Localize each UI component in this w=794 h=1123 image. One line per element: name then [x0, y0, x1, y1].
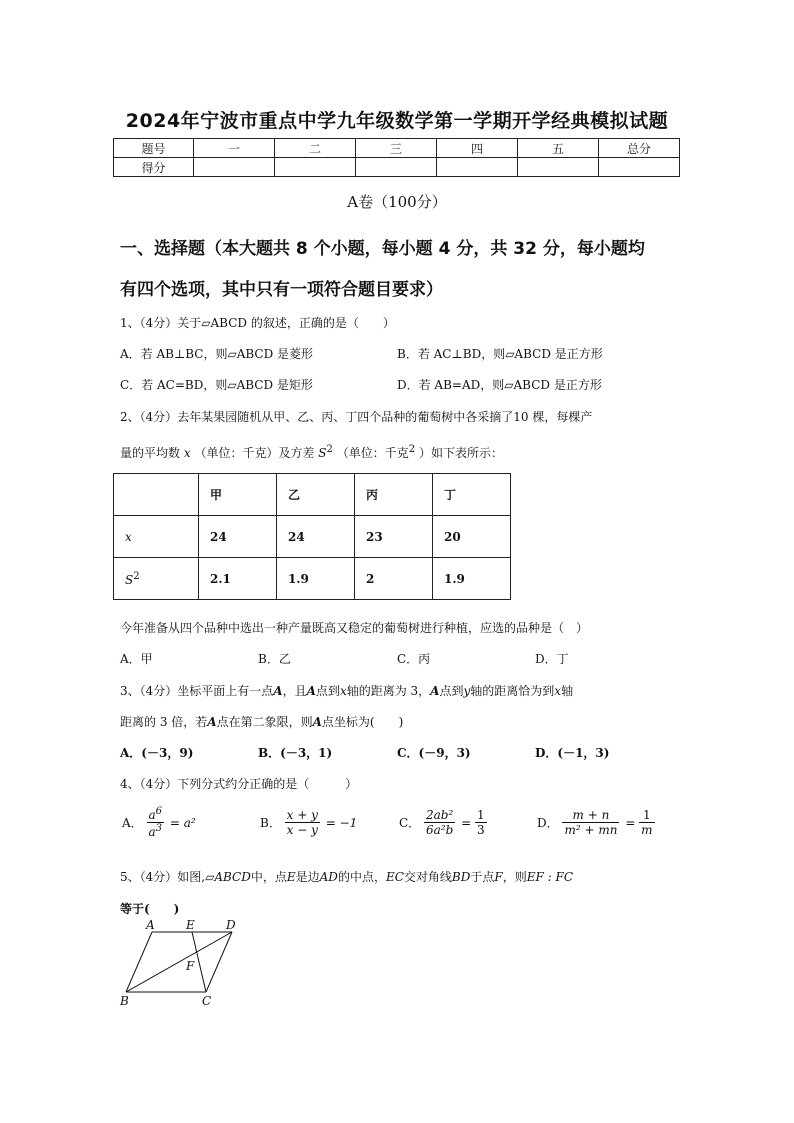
q4-option-d[interactable]: D． $\frac{m + n}{\text{m² + mn}}$ = $\frac{1}{m}$	[537, 808, 653, 837]
q2-text: （单位：千克	[336, 446, 409, 460]
math-symbol-s: S	[318, 446, 327, 460]
score-header-cell: 四	[437, 139, 518, 158]
grape-table-cell: 1.9	[433, 558, 511, 600]
section-a-title: A卷（100分）	[347, 193, 447, 211]
math-point-a: A	[430, 684, 440, 698]
option-label: C．	[399, 816, 421, 830]
option-label: A．	[122, 816, 143, 830]
superscript: 2	[133, 570, 140, 582]
fraction-b: $\frac{x + y}{x - y}$	[286, 808, 318, 837]
q3-text: 点坐标为( )	[321, 715, 404, 729]
q5-text: 5、（4分）如图,	[120, 870, 206, 884]
q3-option-b[interactable]: B．(－3，1)	[258, 746, 333, 760]
q3-option-c[interactable]: C．(－9，3)	[397, 746, 471, 760]
q5-text: 于点	[470, 870, 495, 884]
q1-option-a[interactable]: A．若 AB⊥BC，则▱ABCD 是菱形	[120, 347, 314, 361]
q3-text: 轴的距离为 3，	[346, 684, 431, 698]
q4-option-c[interactable]: C． $\frac{\text{2ab²}}{\text{6a²b}}$ = $\frac{1}{3}$	[399, 808, 485, 837]
q1-option-b[interactable]: B．若 AC⊥BD，则▱ABCD 是正方形	[397, 347, 603, 361]
q2-followup: 今年准备从四个品种中选出一种产量既高又稳定的葡萄树进行种植，应选的品种是（ ）	[120, 621, 589, 635]
math-point-a: A	[312, 715, 322, 729]
segment-dc	[206, 932, 232, 992]
math-point-a: A	[273, 684, 283, 698]
fraction-c: $\frac{\text{2ab²}}{\text{6a²b}}$	[426, 808, 454, 837]
parallelogram-figure	[114, 918, 254, 1010]
q5-text: ，则	[502, 870, 527, 884]
q5-text: 中，点	[250, 870, 287, 884]
q2-option-d[interactable]: D．丁	[535, 652, 569, 666]
page-title: 2024年宁波市重点中学九年级数学第一学期开学经典模拟试题	[125, 110, 669, 132]
q5-text: 是边	[295, 870, 320, 884]
q3-text: 点到	[315, 684, 340, 698]
part1-heading-line2: 有四个选项，其中只有一项符合题目要求）	[120, 280, 443, 300]
q2-text: （单位：千克）及方差	[194, 446, 315, 460]
fraction-c-rhs: $\frac{1}{3}$	[477, 808, 485, 837]
grape-table-header: 甲	[199, 474, 277, 516]
math-axis-x: x	[554, 684, 562, 698]
score-cell[interactable]	[518, 158, 599, 177]
math-point-a: A	[306, 684, 316, 698]
score-cell[interactable]	[356, 158, 437, 177]
segment-bd	[126, 932, 232, 992]
fraction-d-rhs: $\frac{1}{m}$	[641, 808, 653, 837]
grape-table-header: 丙	[355, 474, 433, 516]
grape-table-cell: 24	[199, 516, 277, 558]
fraction-d: $\frac{m + n}{\text{m² + mn}}$	[564, 808, 618, 837]
q1-option-d[interactable]: D．若 AB=AD，则▱ABCD 是正方形	[397, 378, 602, 392]
fraction-rhs: = −1	[325, 815, 358, 830]
grape-table-header: 丁	[433, 474, 511, 516]
score-header-cell: 二	[275, 139, 356, 158]
q3-text: 距离的 3 倍，若	[120, 715, 208, 729]
score-header-cell: 题号	[114, 139, 194, 158]
grape-table-cell: 24	[277, 516, 355, 558]
q3-option-d[interactable]: D．(－1，3)	[535, 746, 610, 760]
q4-option-a[interactable]	[120, 806, 196, 839]
math-symbol-x: x	[183, 446, 191, 460]
q3-text: 点在第二象限，则	[216, 715, 313, 729]
fraction-a: $\frac{a^6}{a^3}$	[148, 806, 163, 839]
q2-option-a[interactable]: A．甲	[120, 652, 153, 666]
q2-option-b[interactable]: B．乙	[258, 652, 291, 666]
label-f: F	[186, 959, 195, 973]
math-segment-bd: BD	[451, 870, 471, 884]
grape-table-cell: 1.9	[277, 558, 355, 600]
option-label: D．	[537, 816, 559, 830]
q3-text: ，且	[282, 684, 307, 698]
score-cell[interactable]	[599, 158, 680, 177]
q3-line1	[120, 682, 573, 699]
q2-text: ）如下表所示：	[418, 446, 503, 460]
grape-table-row-label: x	[114, 516, 199, 558]
math-segment-ad: AD	[319, 870, 338, 884]
score-cell[interactable]	[275, 158, 356, 177]
math-point-e: E	[286, 870, 296, 884]
q5-text: 的中点，	[337, 870, 386, 884]
grape-table-cell: 23	[355, 516, 433, 558]
math-point-f: F	[494, 870, 503, 884]
q3-line2	[120, 713, 403, 730]
option-label: B．	[260, 816, 281, 830]
score-cell[interactable]	[437, 158, 518, 177]
q2-option-c[interactable]: C．丙	[397, 652, 431, 666]
q2-text: 量的平均数	[120, 446, 181, 460]
grape-table-corner	[114, 474, 199, 516]
grape-table-cell: 2	[355, 558, 433, 600]
label-c: C	[202, 994, 212, 1008]
q1-stem: 1、（4分）关于▱ABCD 的叙述，正确的是（ ）	[120, 316, 395, 330]
superscript: 2	[408, 444, 416, 455]
label-e: E	[186, 918, 195, 932]
math-ratio-ef-fc: EF : FC	[526, 870, 573, 884]
label-b: B	[120, 994, 129, 1008]
grape-data-table	[113, 473, 511, 600]
score-header-cell: 总分	[599, 139, 680, 158]
fraction-rhs: = a²	[169, 815, 196, 830]
q3-option-a[interactable]: A．(－3，9)	[120, 746, 194, 760]
part1-heading-line1: 一、选择题（本大题共 8 个小题，每小题 4 分，共 32 分，每小题均	[120, 239, 645, 259]
q3-text: 点到	[439, 684, 464, 698]
grape-table-cell: 2.1	[199, 558, 277, 600]
math-axis-x: x	[339, 684, 347, 698]
score-header-cell: 一	[194, 139, 275, 158]
segment-ab	[126, 932, 152, 992]
q5-text: 交对角线	[403, 870, 452, 884]
q2-line2	[120, 444, 503, 461]
grape-table-cell: 20	[433, 516, 511, 558]
score-cell[interactable]	[194, 158, 275, 177]
q3-text: 轴	[561, 684, 574, 698]
q1-option-c[interactable]: C．若 AC=BD，则▱ABCD 是矩形	[120, 378, 313, 392]
q5-line1	[120, 868, 573, 885]
score-header-cell: 三	[356, 139, 437, 158]
grape-table-header: 乙	[277, 474, 355, 516]
q2-line1: 2、（4分）去年某果园随机从甲、乙、丙、丁四个品种的葡萄树中各采摘了10 棵，每棵产	[120, 410, 593, 424]
q4-option-b[interactable]	[258, 808, 357, 837]
score-header-cell: 五	[518, 139, 599, 158]
grape-table-row-label	[114, 558, 199, 600]
q3-text: 3、（4分）坐标平面上有一点	[120, 684, 274, 698]
q3-text: 轴的距离恰为到	[470, 684, 555, 698]
math-symbol-s: S	[125, 572, 134, 587]
q5-line2: 等于( )	[120, 902, 180, 916]
math-axis-y: y	[463, 684, 471, 698]
math-point-a: A	[207, 715, 217, 729]
math-segment-ec: EC	[385, 870, 404, 884]
score-table	[113, 138, 680, 177]
math-parallelogram: ▱ABCD	[205, 870, 251, 884]
score-row-label: 得分	[114, 158, 194, 177]
label-a: A	[146, 918, 155, 932]
label-d: D	[226, 918, 236, 932]
superscript: 2	[326, 444, 333, 455]
q4-stem: 4、（4分）下列分式约分正确的是（ ）	[120, 777, 358, 791]
